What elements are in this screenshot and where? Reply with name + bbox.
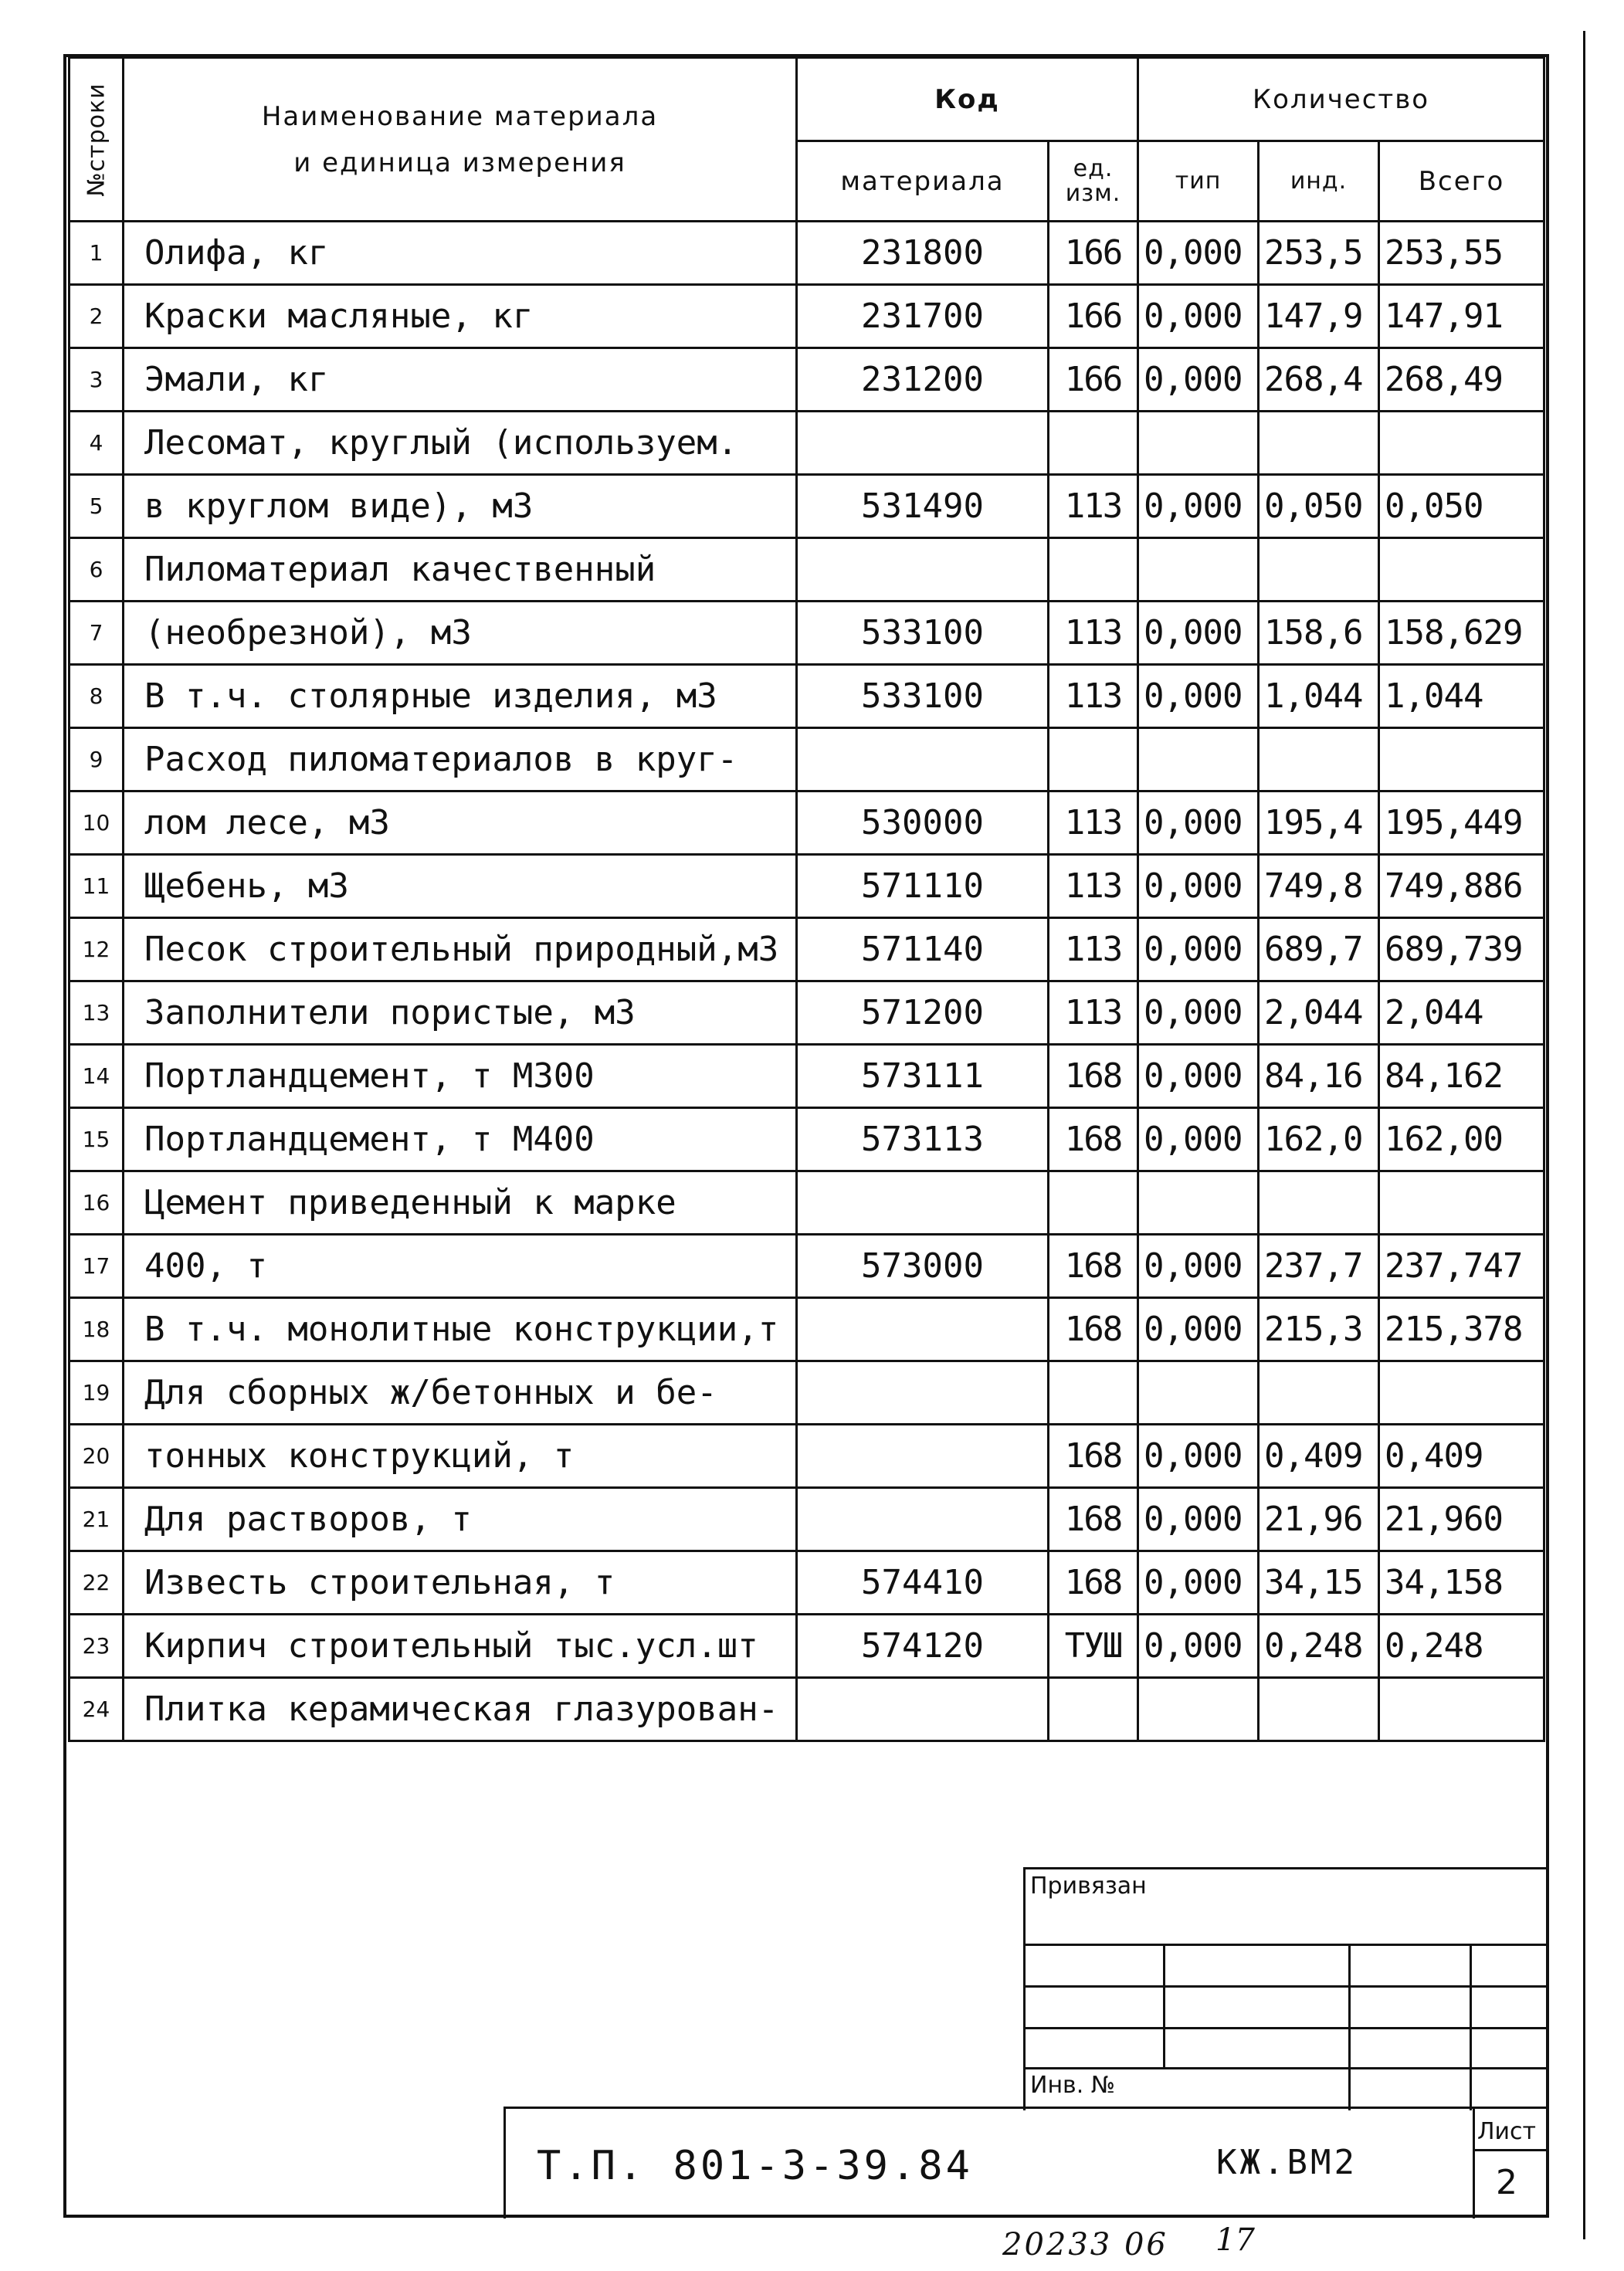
unit-code (1049, 1361, 1138, 1425)
type-quantity: 0,000 (1138, 1235, 1259, 1298)
ind-quantity (1259, 1171, 1379, 1235)
row-number: 24 (70, 1678, 124, 1741)
material-name: Заполнители пористые, м3 (124, 981, 797, 1045)
ind-quantity: 0,050 (1259, 475, 1379, 538)
material-name: Плитка керамическая глазурован- (124, 1678, 797, 1741)
material-name: Портландцемент, т М400 (124, 1108, 797, 1171)
unit-header-line1: ед. (1073, 154, 1114, 182)
row-number: 15 (70, 1108, 124, 1171)
row-number: 13 (70, 981, 124, 1045)
table-row (70, 1171, 1544, 1235)
total-quantity (1379, 412, 1544, 475)
material-name: Кирпич строительный тыс.усл.шт (124, 1615, 797, 1678)
material-code: 571200 (797, 981, 1049, 1045)
ind-quantity: 21,96 (1259, 1488, 1379, 1551)
total-quantity: 689,739 (1379, 918, 1544, 981)
material-code: 533100 (797, 602, 1049, 665)
ind-quantity: 215,3 (1259, 1298, 1379, 1361)
table-row (70, 538, 1544, 602)
name-header-line2: и единица измерения (293, 147, 626, 178)
material-code: 574120 (797, 1615, 1049, 1678)
sheet-number: 2 (1496, 2163, 1517, 2202)
type-quantity: 0,000 (1138, 791, 1259, 855)
ind-quantity: 268,4 (1259, 348, 1379, 412)
material-name: Известь строительная, т (124, 1551, 797, 1615)
unit-header (1049, 141, 1138, 222)
unit-header-line2: изм. (1065, 179, 1121, 207)
unit-code: 168 (1049, 1488, 1138, 1551)
type-quantity: 0,000 (1138, 348, 1259, 412)
ind-quantity (1259, 412, 1379, 475)
unit-code: 113 (1049, 475, 1138, 538)
type-quantity (1138, 1678, 1259, 1741)
material-code: 231800 (797, 222, 1049, 285)
total-quantity: 84,162 (1379, 1045, 1544, 1108)
table-row (70, 475, 1544, 538)
material-code-header: материала (797, 141, 1049, 222)
material-code (797, 1298, 1049, 1361)
material-name: Эмали, кг (124, 348, 797, 412)
type-quantity: 0,000 (1138, 1425, 1259, 1488)
row-number: 10 (70, 791, 124, 855)
name-header (124, 58, 797, 222)
table-row (70, 981, 1544, 1045)
row-number: 4 (70, 412, 124, 475)
ind-quantity: 158,6 (1259, 602, 1379, 665)
ind-quantity: 0,248 (1259, 1615, 1379, 1678)
row-number: 1 (70, 222, 124, 285)
unit-code: 113 (1049, 981, 1138, 1045)
material-name: в круглом виде), м3 (124, 475, 797, 538)
table-row (70, 1678, 1544, 1741)
material-name: Для сборных ж/бетонных и бе- (124, 1361, 797, 1425)
unit-code: 113 (1049, 665, 1138, 728)
material-code (797, 1171, 1049, 1235)
row-number: 20 (70, 1425, 124, 1488)
type-quantity: 0,000 (1138, 1045, 1259, 1108)
total-quantity: 749,886 (1379, 855, 1544, 918)
binding-col-line-2 (1348, 1944, 1351, 2110)
type-quantity: 0,000 (1138, 981, 1259, 1045)
name-header-line1: Наименование материала (261, 100, 659, 132)
total-quantity (1379, 1361, 1544, 1425)
table-row (70, 1235, 1544, 1298)
type-quantity: 0,000 (1138, 855, 1259, 918)
type-quantity: 0,000 (1138, 1551, 1259, 1615)
row-number: 5 (70, 475, 124, 538)
row-number: 9 (70, 728, 124, 791)
total-quantity: 1,044 (1379, 665, 1544, 728)
unit-code (1049, 412, 1138, 475)
material-name: В т.ч. монолитные конструкции,т (124, 1298, 797, 1361)
material-code: 573113 (797, 1108, 1049, 1171)
ind-quantity: 0,409 (1259, 1425, 1379, 1488)
material-name: (необрезной), м3 (124, 602, 797, 665)
unit-code (1049, 728, 1138, 791)
table-row (70, 1298, 1544, 1361)
sheet-divider (1473, 2109, 1475, 2218)
material-code (797, 728, 1049, 791)
material-name: 400, т (124, 1235, 797, 1298)
type-quantity: 0,000 (1138, 475, 1259, 538)
type-quantity (1138, 538, 1259, 602)
material-code (797, 538, 1049, 602)
table-row (70, 1551, 1544, 1615)
unit-code: 166 (1049, 348, 1138, 412)
title-block (503, 2107, 1548, 2218)
table-row (70, 791, 1544, 855)
binding-col-line-1 (1163, 1944, 1165, 2067)
table-row (70, 348, 1544, 412)
table-row (70, 412, 1544, 475)
row-number: 3 (70, 348, 124, 412)
material-code: 571140 (797, 918, 1049, 981)
material-name: Олифа, кг (124, 222, 797, 285)
type-quantity: 0,000 (1138, 665, 1259, 728)
table-row (70, 222, 1544, 285)
unit-code (1049, 538, 1138, 602)
unit-code: 168 (1049, 1108, 1138, 1171)
material-code: 231200 (797, 348, 1049, 412)
ind-quantity: 2,044 (1259, 981, 1379, 1045)
type-header: тип (1138, 141, 1259, 222)
binding-col-line-3 (1470, 1944, 1472, 2110)
total-quantity: 147,91 (1379, 285, 1544, 348)
row-number: 7 (70, 602, 124, 665)
table-row (70, 665, 1544, 728)
unit-code: ТУШ (1049, 1615, 1138, 1678)
type-quantity: 0,000 (1138, 222, 1259, 285)
unit-code: 168 (1049, 1425, 1138, 1488)
unit-code: 113 (1049, 602, 1138, 665)
total-quantity: 0,050 (1379, 475, 1544, 538)
sheet-label: Лист (1477, 2118, 1537, 2145)
material-code: 574410 (797, 1551, 1049, 1615)
material-code: 533100 (797, 665, 1049, 728)
total-quantity: 162,00 (1379, 1108, 1544, 1171)
total-quantity: 215,378 (1379, 1298, 1544, 1361)
type-quantity (1138, 1361, 1259, 1425)
total-quantity: 34,158 (1379, 1551, 1544, 1615)
row-number: 21 (70, 1488, 124, 1551)
material-code: 530000 (797, 791, 1049, 855)
table-row (70, 602, 1544, 665)
ind-quantity (1259, 538, 1379, 602)
material-code (797, 1488, 1049, 1551)
total-quantity: 158,629 (1379, 602, 1544, 665)
type-quantity: 0,000 (1138, 285, 1259, 348)
frame-left-line (63, 54, 66, 2216)
material-name: Пиломатериал качественный (124, 538, 797, 602)
total-quantity (1379, 1678, 1544, 1741)
material-code: 231700 (797, 285, 1049, 348)
row-number: 16 (70, 1171, 124, 1235)
ind-quantity: 689,7 (1259, 918, 1379, 981)
materials-table (68, 56, 1545, 1742)
ind-quantity (1259, 728, 1379, 791)
type-quantity: 0,000 (1138, 1615, 1259, 1678)
table-row (70, 918, 1544, 981)
total-quantity: 237,747 (1379, 1235, 1544, 1298)
table-row (70, 1425, 1544, 1488)
material-name: Для растворов, т (124, 1488, 797, 1551)
rowno-header: №строки (70, 58, 124, 222)
document-number: Т.П. 801-3-39.84 (537, 2143, 973, 2189)
type-quantity (1138, 728, 1259, 791)
table-row (70, 285, 1544, 348)
material-name: тонных конструкций, т (124, 1425, 797, 1488)
row-number: 12 (70, 918, 124, 981)
unit-code: 168 (1049, 1298, 1138, 1361)
table-row (70, 728, 1544, 791)
row-number: 14 (70, 1045, 124, 1108)
row-number: 11 (70, 855, 124, 918)
table-row (70, 1361, 1544, 1425)
unit-code: 166 (1049, 222, 1138, 285)
row-number: 19 (70, 1361, 124, 1425)
material-code (797, 1425, 1049, 1488)
ind-quantity: 749,8 (1259, 855, 1379, 918)
ind-quantity: 147,9 (1259, 285, 1379, 348)
ind-quantity: 34,15 (1259, 1551, 1379, 1615)
table-header (70, 58, 1544, 222)
row-number: 23 (70, 1615, 124, 1678)
ind-quantity: 237,7 (1259, 1235, 1379, 1298)
unit-code: 168 (1049, 1235, 1138, 1298)
ind-quantity: 1,044 (1259, 665, 1379, 728)
ind-quantity (1259, 1678, 1379, 1741)
unit-code: 113 (1049, 855, 1138, 918)
unit-code: 168 (1049, 1551, 1138, 1615)
binding-stamp (1023, 1867, 1548, 2110)
type-quantity: 0,000 (1138, 602, 1259, 665)
material-code: 573000 (797, 1235, 1049, 1298)
ind-header: инд. (1259, 141, 1379, 222)
type-quantity: 0,000 (1138, 1108, 1259, 1171)
material-name: лом лесе, м3 (124, 791, 797, 855)
table-row (70, 1488, 1544, 1551)
document-code: КЖ.ВМ2 (1216, 2143, 1358, 2182)
material-code (797, 1361, 1049, 1425)
material-name: Щебень, м3 (124, 855, 797, 918)
row-number: 2 (70, 285, 124, 348)
material-code: 573111 (797, 1045, 1049, 1108)
row-number: 18 (70, 1298, 124, 1361)
material-code: 531490 (797, 475, 1049, 538)
table-row (70, 1615, 1544, 1678)
type-quantity: 0,000 (1138, 1488, 1259, 1551)
ind-quantity: 253,5 (1259, 222, 1379, 285)
table-row (70, 855, 1544, 918)
material-code (797, 1678, 1049, 1741)
unit-code: 168 (1049, 1045, 1138, 1108)
unit-code: 113 (1049, 791, 1138, 855)
material-name: Песок строительный природный,м3 (124, 918, 797, 981)
unit-code: 166 (1049, 285, 1138, 348)
type-quantity: 0,000 (1138, 918, 1259, 981)
total-quantity: 2,044 (1379, 981, 1544, 1045)
unit-code (1049, 1678, 1138, 1741)
material-name: В т.ч. столярные изделия, м3 (124, 665, 797, 728)
type-quantity (1138, 412, 1259, 475)
material-name: Портландцемент, т М300 (124, 1045, 797, 1108)
page-mark: 17 (1215, 2222, 1255, 2258)
material-code: 571110 (797, 855, 1049, 918)
outer-right-margin-line (1583, 31, 1585, 2239)
total-quantity: 21,960 (1379, 1488, 1544, 1551)
total-quantity (1379, 538, 1544, 602)
unit-code: 113 (1049, 918, 1138, 981)
ind-quantity: 162,0 (1259, 1108, 1379, 1171)
total-quantity (1379, 1171, 1544, 1235)
table-row (70, 1108, 1544, 1171)
quantity-header: Количество (1138, 58, 1544, 141)
type-quantity (1138, 1171, 1259, 1235)
row-number: 22 (70, 1551, 124, 1615)
total-quantity: 253,55 (1379, 222, 1544, 285)
archive-number: 20233 06 (1002, 2227, 1168, 2263)
row-number: 8 (70, 665, 124, 728)
unit-code (1049, 1171, 1138, 1235)
total-quantity: 0,248 (1379, 1615, 1544, 1678)
table-body (70, 222, 1544, 1741)
total-quantity: 268,49 (1379, 348, 1544, 412)
material-name: Лесомат, круглый (используем. (124, 412, 797, 475)
total-header: Всего (1379, 141, 1544, 222)
total-quantity (1379, 728, 1544, 791)
material-name: Расход пиломатериалов в круг- (124, 728, 797, 791)
material-name: Краски масляные, кг (124, 285, 797, 348)
sheet-label-line (1473, 2149, 1548, 2151)
table-row (70, 1045, 1544, 1108)
total-quantity: 0,409 (1379, 1425, 1544, 1488)
binding-label: Привязан (1030, 1873, 1147, 1900)
total-quantity: 195,449 (1379, 791, 1544, 855)
ind-quantity: 195,4 (1259, 791, 1379, 855)
inventory-number-label: Инв. № (1030, 2072, 1116, 2099)
row-number: 6 (70, 538, 124, 602)
type-quantity: 0,000 (1138, 1298, 1259, 1361)
row-number: 17 (70, 1235, 124, 1298)
material-code (797, 412, 1049, 475)
material-name: Цемент приведенный к марке (124, 1171, 797, 1235)
ind-quantity (1259, 1361, 1379, 1425)
code-header: Код (797, 58, 1138, 141)
ind-quantity: 84,16 (1259, 1045, 1379, 1108)
